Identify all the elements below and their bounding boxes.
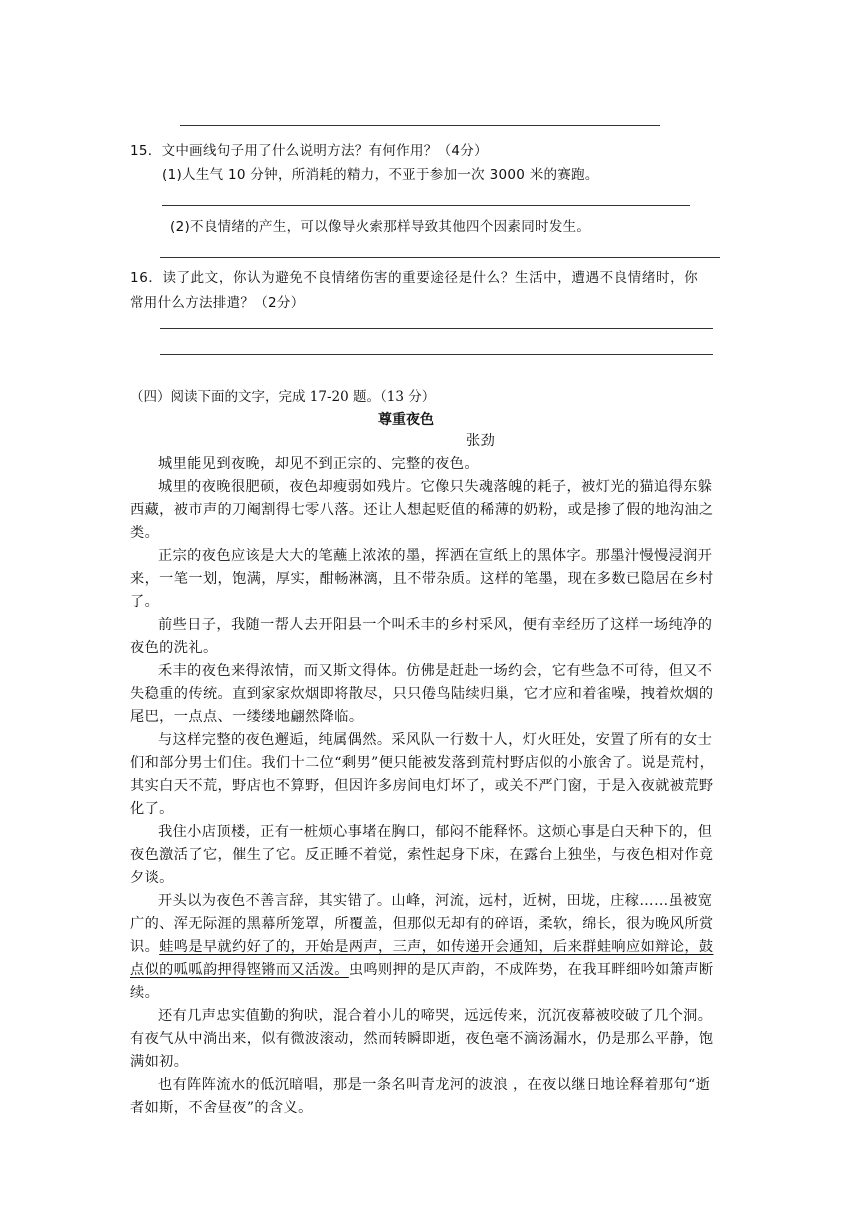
paragraph-6-line-2: 们和部分男士们住。我们十二位“剩男”便只能被发落到荒村野店似的小旅舍了。说是荒村，: [130, 755, 715, 771]
paragraph-2-line-3: 类。: [130, 525, 160, 541]
paragraph-3-line-2: 来，一笔一划，饱满，厚实，酣畅淋漓，且不带杂质。这样的笔墨，现在多数已隐居在乡村: [130, 571, 714, 587]
paragraph-2-line-2: 西藏，被市声的刀阉割得七零八落。还让人想起贬值的稀薄的奶粉，或是掺了假的地沟油之: [130, 502, 714, 518]
passage-author: 张劲: [466, 433, 496, 449]
answer-line: [180, 125, 660, 126]
paragraph-3-line-1: 正宗的夜色应该是大大的笔蘸上浓浓的墨，挥洒在宣纸上的黑体字。那墨汁慢慢浸润开: [158, 548, 713, 564]
paragraph-2-line-1: 城里的夜晚很肥硕，夜色却瘦弱如残片。它像只失魂落魄的耗子，被灯光的猫追得东躲: [158, 479, 713, 495]
paragraph-5-line-2: 失稳重的传统。直到家家炊烟即将散尽，只只倦鸟陆续归巢，它才应和着雀噪，拽着炊烟的: [130, 686, 714, 702]
question-16-line-1: 16．读了此文，你认为避免不良情绪伤害的重要途径是什么？生活中，遭遇不良情绪时，你: [130, 270, 699, 286]
question-15-item-2: (2)不良情绪的产生，可以像导火索那样导致其他四个因素同时发生。: [170, 219, 591, 235]
paragraph-8-line-3-prefix: 识。: [130, 939, 160, 955]
paragraph-8-line-3: [130, 936, 714, 956]
paragraph-9-line-3: 满如初。: [130, 1054, 189, 1070]
paragraph-4-line-2: 夜色的洗礼。: [130, 640, 218, 656]
underlined-sentence-end: 点似的呱呱韵押得铿锵而又活泼。: [130, 962, 349, 978]
paragraph-4-line-1: 前些日子，我随一帮人去开阳县一个叫禾丰的乡村采风，便有幸经历了这样一场纯净的: [158, 617, 713, 633]
answer-line: [160, 354, 713, 355]
answer-line: [162, 205, 690, 206]
question-15-stem: 15．文中画线句子用了什么说明方法？有何作用？（4分）: [130, 143, 488, 159]
paragraph-6-line-3: 其实白天不荒，野店也不算野，但因许多房间电灯坏了，或关不严门窗，于是入夜就被荒野: [130, 778, 714, 794]
paragraph-8-line-4: [130, 959, 714, 979]
passage-title: 尊重夜色: [378, 412, 434, 428]
paragraph-9-line-1: 还有几声忠实值勤的狗吠，混合着小儿的啼哭，远远传来，沉沉夜幕被咬破了几个洞。: [158, 1008, 713, 1024]
paragraph-9-line-2: 有夜气从中淌出来，似有微波滚动，然而转瞬即逝，夜色毫不滴汤漏水，仍是那么平静，饱: [130, 1031, 714, 1047]
paragraph-7-line-3: 夕谈。: [130, 870, 174, 886]
paragraph-1-line-1: 城里能见到夜晚，却见不到正宗的、完整的夜色。: [158, 456, 479, 472]
paragraph-10-line-1: 也有阵阵流水的低沉暗唱，那是一条名叫青龙河的波浪 ，在夜以继日地诠释着那句“逝: [158, 1077, 711, 1093]
question-16-line-2: 常用什么方法排遣？（2分）: [130, 295, 305, 311]
paragraph-5-line-1: 禾丰的夜色来得浓情，而又斯文得体。仿佛是赶赴一场约会，它有些急不可待，但又不: [158, 663, 713, 679]
underlined-sentence: 蛙鸣是早就约好了的，开始是两声，三声，如传递开会通知，后来群蛙响应如辩论，鼓: [159, 939, 714, 955]
paragraph-7-line-2: 夜色激活了它，催生了它。反正睡不着觉，索性起身下床，在露台上独坐，与夜色相对作竟: [130, 847, 714, 863]
paragraph-8-line-1: 开头以为夜色不善言辞，其实错了。山峰，河流，远村，近树，田垅，庄稼……虽被宽: [158, 893, 713, 909]
paragraph-8-line-2: 广的、浑无际涯的黑幕所笼罩，所覆盖，但那似无却有的碎语，柔软，绵长，很为晚风所赏: [130, 916, 714, 932]
section-heading: （四）阅读下面的文字，完成 17-20 题。（13 分）: [130, 389, 436, 405]
paragraph-3-line-3: 了。: [130, 594, 160, 610]
answer-line: [160, 328, 713, 329]
answer-line: [160, 257, 720, 258]
paragraph-6-line-1: 与这样完整的夜色邂逅，纯属偶然。采风队一行数十人，灯火旺处，安置了所有的女士: [158, 732, 713, 748]
paragraph-10-line-2: 者如斯，不舍昼夜”的含义。: [130, 1100, 313, 1116]
paragraph-6-line-4: 化了。: [130, 801, 174, 817]
paragraph-8-line-5: 续。: [130, 985, 160, 1001]
question-15-item-1: (1)人生气 10 分钟，所消耗的精力，不亚于参加一次 3000 米的赛跑。: [162, 167, 599, 183]
paragraph-5-line-3: 尾巴，一点点、一缕缕地翩然降临。: [130, 709, 364, 725]
paragraph-8-line-4-suffix: 虫鸣则押的是仄声韵，不成阵势，在我耳畔细吟如箫声断: [348, 962, 714, 978]
paragraph-7-line-1: 我住小店顶楼，正有一桩烦心事堵在胸口，郁闷不能释怀。这烦心事是白天种下的，但: [158, 824, 713, 840]
